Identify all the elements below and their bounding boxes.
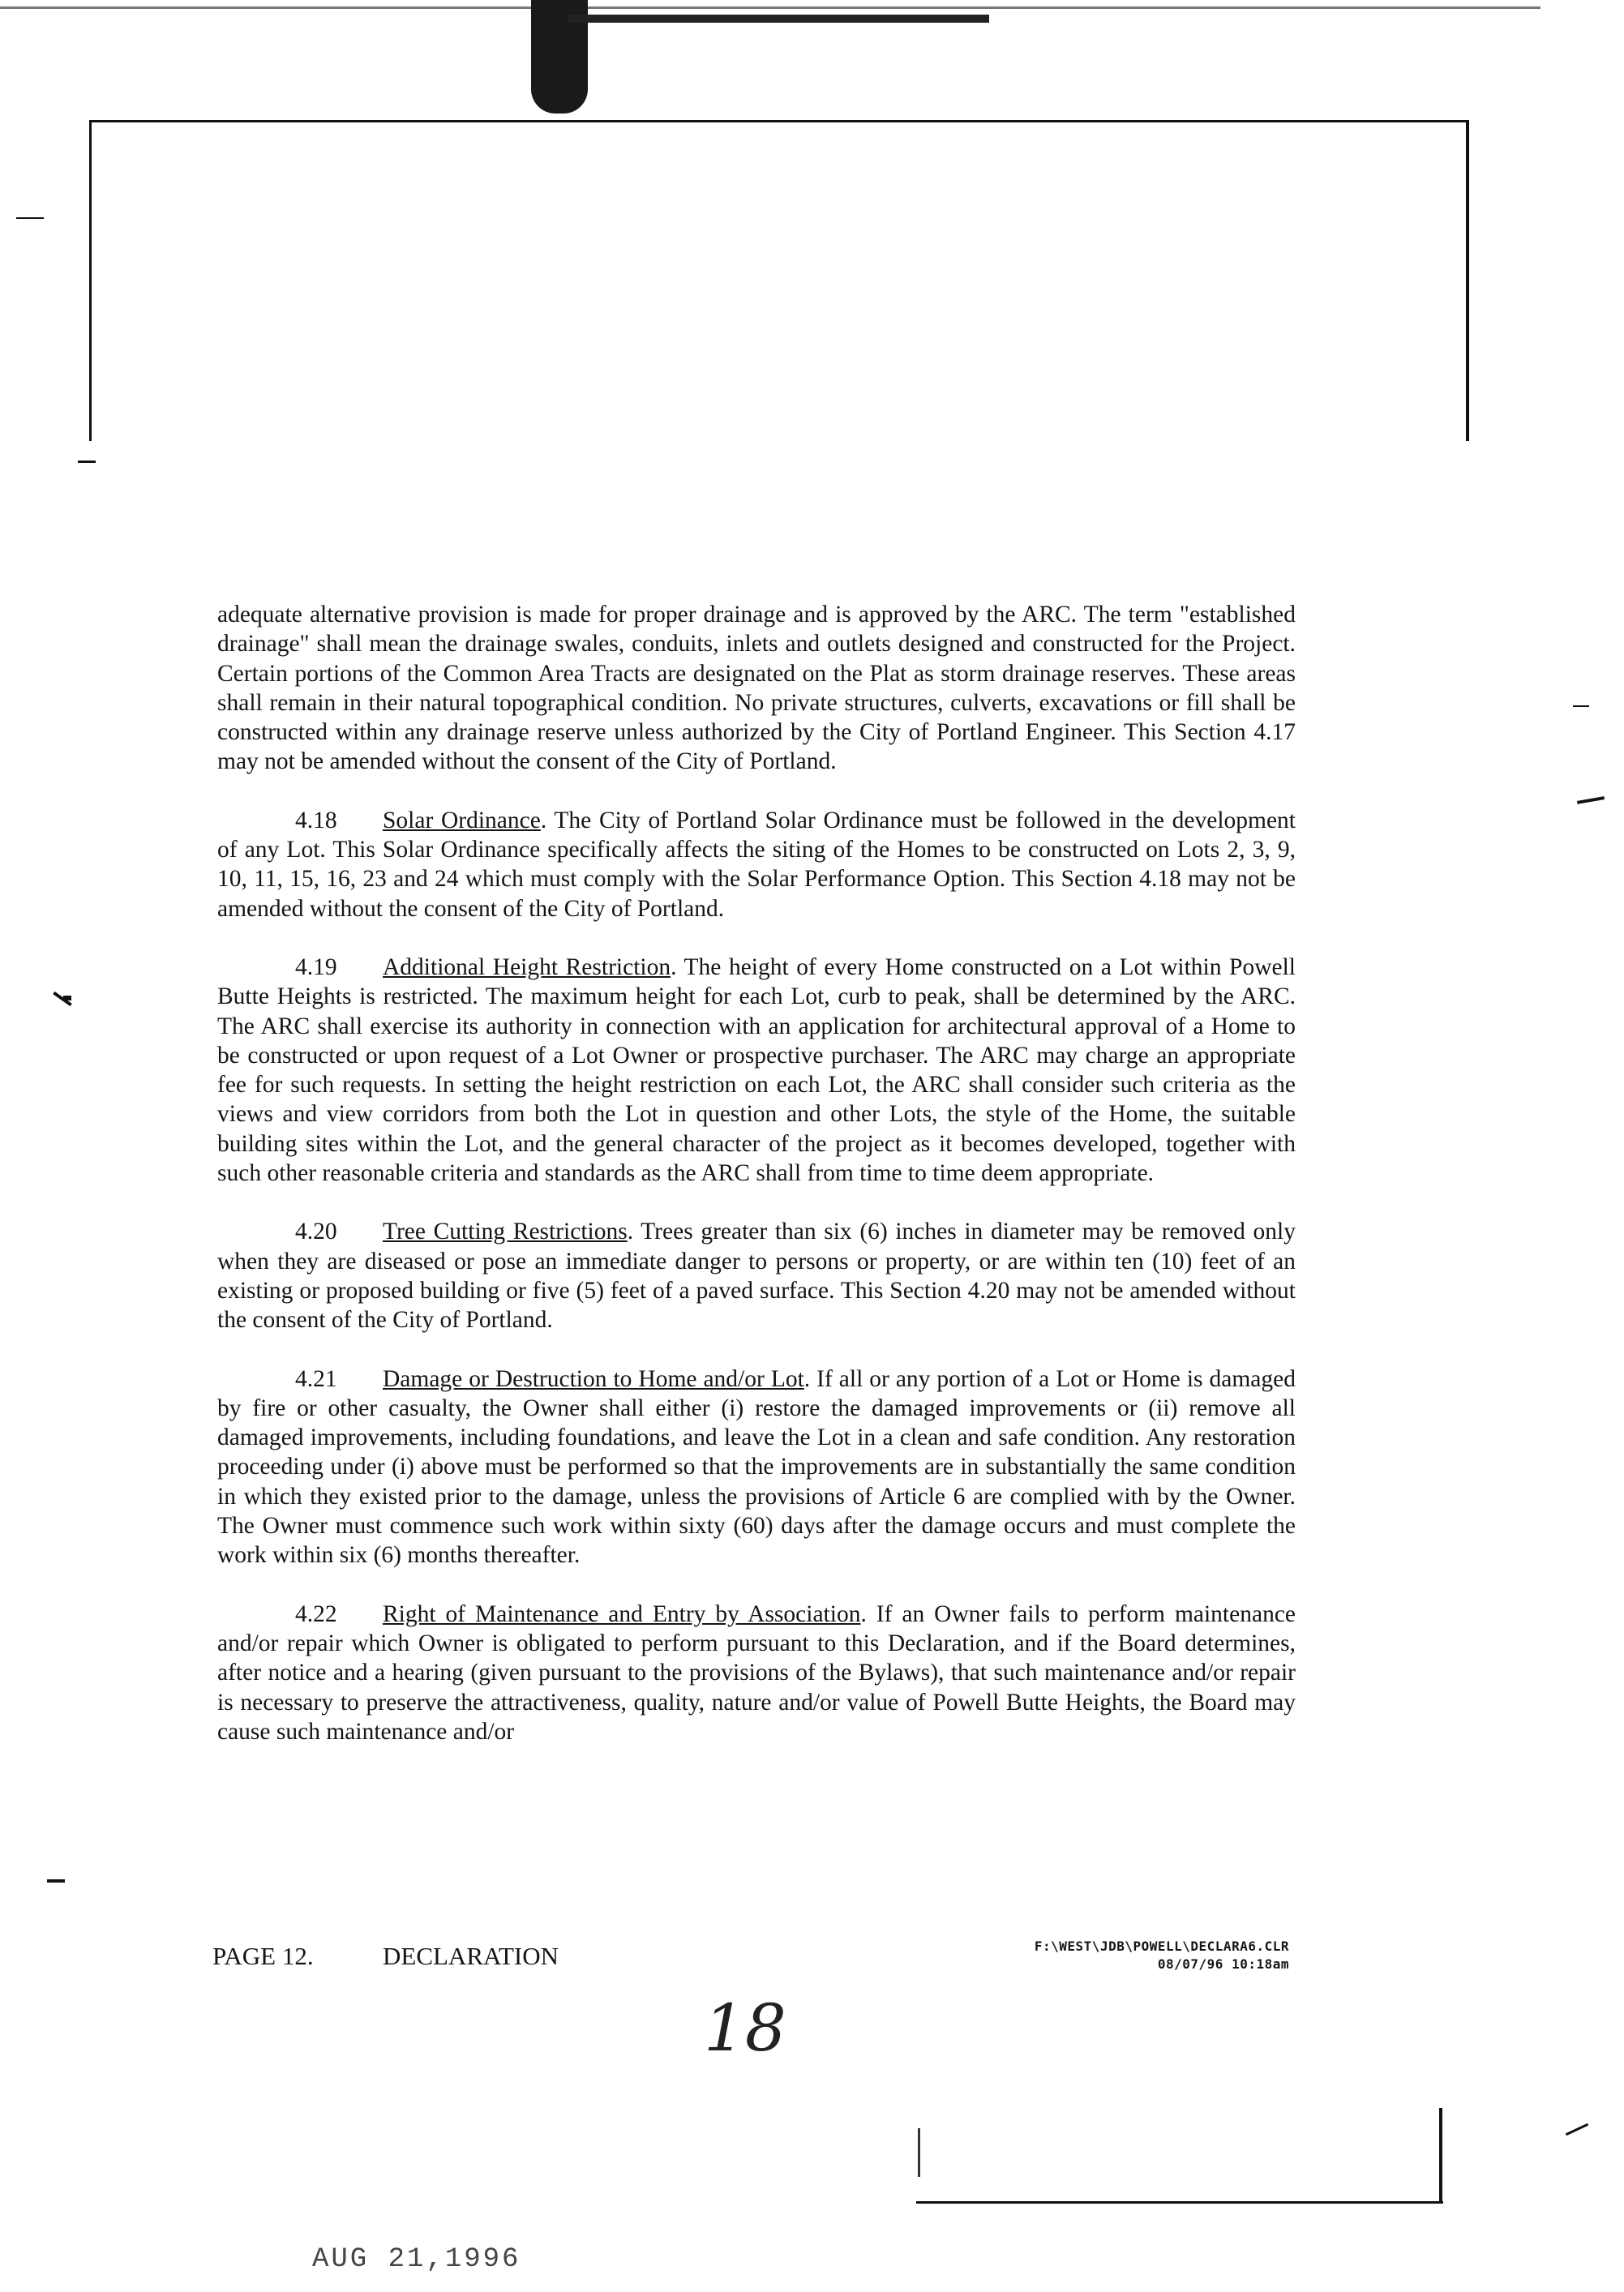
margin-mark-left-1 <box>16 217 44 219</box>
section-title: Tree Cutting Restrictions <box>383 1219 628 1245</box>
paragraph-4-17-continued <box>217 600 1296 777</box>
section-text: . Trees greater than six (6) inches in diameter may be removed only when they are diseased or pose an immediate danger to persons or property, or are within ten (10) feet of an existing or proposed building or five (5) feet of a paved surface. This Section 4.20 may not be amended without the consent of the City of Portland. <box>217 1219 1296 1334</box>
section-title: Additional Height Restriction <box>383 953 671 980</box>
section-title: Right of Maintenance and Entry by Association <box>383 1600 861 1627</box>
margin-mark-left-5 <box>47 1879 65 1883</box>
received-date-stamp: AUG 21,1996 <box>312 2244 521 2275</box>
section-4-18 <box>217 806 1296 923</box>
scan-artifact-top-smear <box>568 15 989 23</box>
file-date: 08/07/96 10:18am <box>1157 1956 1289 1972</box>
section-number: 4.19 <box>295 953 337 980</box>
paragraph-text: adequate alternative provision is made for proper drainage and is approved by the ARC. The term "established drainage" shall mean the drainage swales, conduits, inlets and outlets designed and constructed for the Project. Certain portions of the Common Area Tracts are designated on the Plat as storm drainage reserves. These areas shall remain in their natural topographical condition. No private structures, culverts, excavations or fill shall be constructed within any drainage reserve unless authorized by the City of Portland Engineer. This Section 4.17 may not be amended without the consent of the City of Portland. <box>217 602 1296 775</box>
margin-mark-left-2 <box>78 461 96 463</box>
section-text: . The City of Portland Solar Ordinance must be followed in the development of any Lot. This Solar Ordinance specifically affects the siting of the Homes to be constructed on Lots 2, 3, 9, 10, 11, 15, 16, 23 and 24 which must comply with the Solar Performance Option. This Section 4.18 may not be amended without the consent of the City of Portland. <box>217 807 1296 922</box>
page-footer <box>212 1942 559 1971</box>
section-text: . The height of every Home constructed on a Lot within Powell Butte Heights is restricted. The maximum height for each Lot, curb to peak, shall be determined by the ARC. The ARC shall exercise its authority in connection with an application for architectural approval of a Home to be constructed or upon request of a Lot Owner or prospective purchaser. The ARC may charge an appropriate fee for such requests. In setting the height restriction on each Lot, the ARC shall consider such criteria as the views and view corridors from both the Lot in question and other Lots, the style of the Home, the suitable building sites within the Lot, and the general character of the project as it becomes developed, together with such other reasonable criteria and standards as the ARC shall from time to time deem appropriate. <box>217 953 1296 1187</box>
margin-mark-right-2 <box>1573 705 1589 707</box>
bottom-bracket-right-bar <box>1439 2108 1442 2201</box>
section-4-21 <box>217 1364 1296 1570</box>
section-number: 4.18 <box>295 807 337 833</box>
bottom-bracket-left-tick <box>918 2128 920 2177</box>
section-4-20 <box>217 1217 1296 1335</box>
section-text: . If all or any portion of a Lot or Home is damaged by fire or other casualty, the Owner shall either (i) restore the damaged improvements or (ii) remove all damaged improvements, including foundations, and leave the Lot in a clean and safe condition. Any restoration proceeding under (i) above must be performed so that the improvements are in substantially the same condition in which they existed prior to the damage, unless the provisions of Article 6 are complied with by the Owner. The Owner must commence such work within sixty (60) days after the damage occurs and must complete the work within six (6) months thereafter. <box>217 1365 1296 1569</box>
section-number: 4.21 <box>295 1365 337 1392</box>
section-title: Damage or Destruction to Home and/or Lot <box>383 1365 804 1392</box>
file-reference <box>1035 1938 1289 1973</box>
page-number: PAGE 12. <box>212 1942 314 1970</box>
section-4-22 <box>217 1600 1296 1746</box>
bottom-bracket <box>916 2140 1443 2204</box>
margin-mark-right-3 <box>1566 2123 1588 2136</box>
scan-artifact-top-edge <box>0 6 1540 9</box>
document-title: DECLARATION <box>383 1942 559 1970</box>
section-number: 4.20 <box>295 1219 337 1245</box>
blank-box-top <box>89 120 1469 441</box>
handwritten-page-number: 18 <box>704 1990 786 2066</box>
file-path: F:\WEST\JDB\POWELL\DECLARA6.CLR <box>1034 1939 1289 1954</box>
section-4-19 <box>217 953 1296 1188</box>
margin-mark-right-1 <box>1577 796 1605 804</box>
declaration-body <box>217 600 1296 1776</box>
section-title: Solar Ordinance <box>383 807 541 833</box>
section-text: . If an Owner fails to perform maintenance and/or repair which Owner is obligated to perform pursuant to this Declaration, and if the Board determines, after notice and a hearing (given pursuant to the provisions of the Bylaws), that such maintenance and/or repair is necessary to preserve the attractiveness, quality, nature and/or value of Powell Butte Heights, the Board may cause such maintenance and/or <box>217 1600 1296 1745</box>
section-number: 4.22 <box>295 1600 337 1627</box>
